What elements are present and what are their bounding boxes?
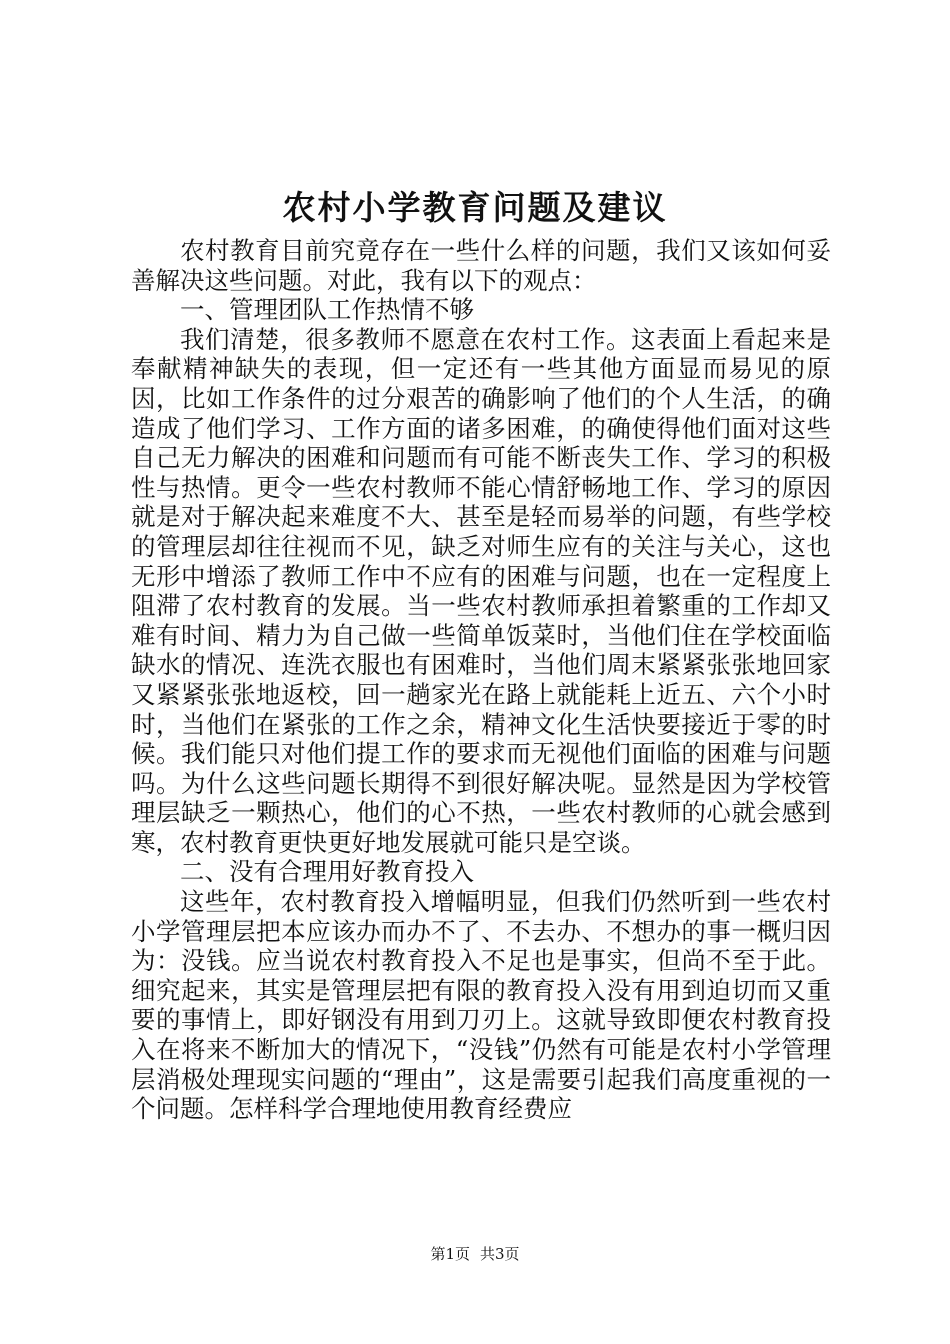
page-footer <box>0 1244 950 1264</box>
page-number-current: 第1页 <box>430 1245 470 1263</box>
document-title: 农村小学教育问题及建议 <box>282 188 668 227</box>
document-body <box>131 236 831 1124</box>
section-heading-1: 一、管理团队工作热情不够 <box>180 295 474 325</box>
section-heading-2: 二、没有合理用好教育投入 <box>180 857 474 887</box>
section-2-paragraph: 这些年，农村教育投入增幅明显，但我们仍然听到一些农村小学管理层把本应该办而办不了、不去办、不想办的事一概归因为：没钱。应当说农村教育投入不足也是事实，但尚不至于此。细究起来，其实是管理层把有限的教育投入没有用到迫切而又重要的事情上，即好钢没有用到刀刃上。这就导致即便农村教育投入在将来不断加大的情况下，“没钱”仍然有可能是农村小学管理层消极处理现实问题的“理由”，这是需要引起我们高度重视的一个问题。怎样科学合理地使用教育经费应 <box>131 887 831 1124</box>
section-1-paragraph: 我们清楚，很多教师不愿意在农村工作。这表面上看起来是奉献精神缺失的表现，但一定还有一些其他方面显而易见的原因，比如工作条件的过分艰苦的确影响了他们的个人生活，的确造成了他们学习、工作方面的诸多困难，的确使得他们面对这些自己无力解决的困难和问题而有可能不断丧失工作、学习的积极性与热情。更令一些农村教师不能心情舒畅地工作、学习的原因就是对于解决起来难度不大、甚至是轻而易举的问题，有些学校的管理层却往往视而不见，缺乏对师生应有的关注与关心，这也无形中增添了教师工作中不应有的困难与问题，也在一定程度上阻滞了农村教育的发展。当一些农村教师承担着繁重的工作却又难有时间、精力为自己做一些简单饭菜时，当他们住在学校面临缺水的情况、连洗衣服也有困难时，当他们周末紧紧张张地回家又紧紧张张地返校，回一趟家光在路上就能耗上近五、六个小时时，当他们在紧张的工作之余，精神文化生活快要接近于零的时候。我们能只对他们提工作的要求而无视他们面临的困难与问题吗。为什么这些问题长期得不到很好解决呢。显然是因为学校管理层缺乏一颗热心，他们的心不热，一些农村教师的心就会感到寒，农村教育更快更好地发展就可能只是空谈。 <box>131 324 831 857</box>
intro-paragraph: 农村教育目前究竟存在一些什么样的问题，我们又该如何妥善解决这些问题。对此，我有以下的观点： <box>131 236 831 295</box>
page-number-total: 共3页 <box>480 1245 520 1263</box>
